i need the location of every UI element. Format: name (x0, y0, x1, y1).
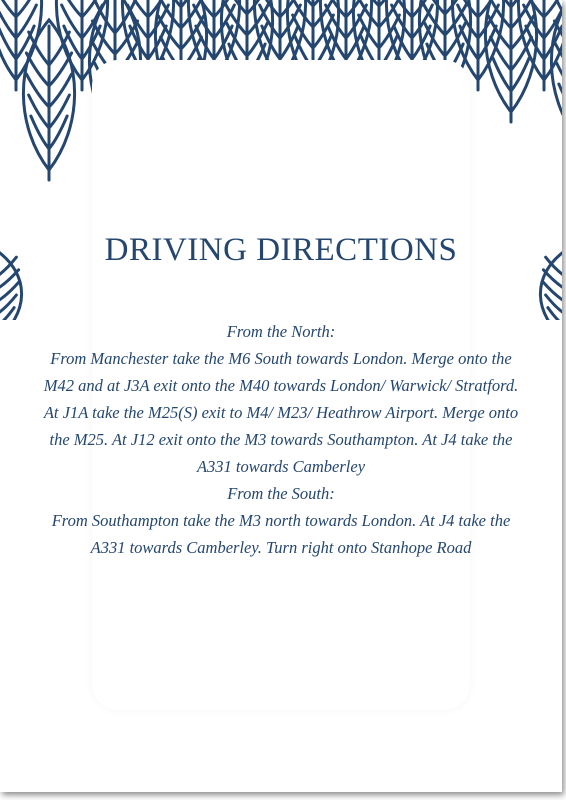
page-title: DRIVING DIRECTIONS (104, 232, 458, 268)
south-heading: From the South: (227, 484, 335, 503)
north-directions: From Manchester take the M6 South towards London. Merge onto the M42 and at J3A exit onto the M40 towards London/ Warwick/ Stratford. At J1A take the M25(S) exit to M4/ M23/ Heathrow Airport. Merge onto the M25. At J12 exit onto the M3 towards Southampton. At J4 take the A331 towards Camberley (43, 349, 519, 476)
south-directions: From Southampton take the M3 north towards London. At J4 take the A331 towards Camberley. Turn right onto Stanhope Road (51, 511, 511, 557)
north-heading: From the North: (226, 322, 336, 341)
directions-text (40, 318, 522, 561)
